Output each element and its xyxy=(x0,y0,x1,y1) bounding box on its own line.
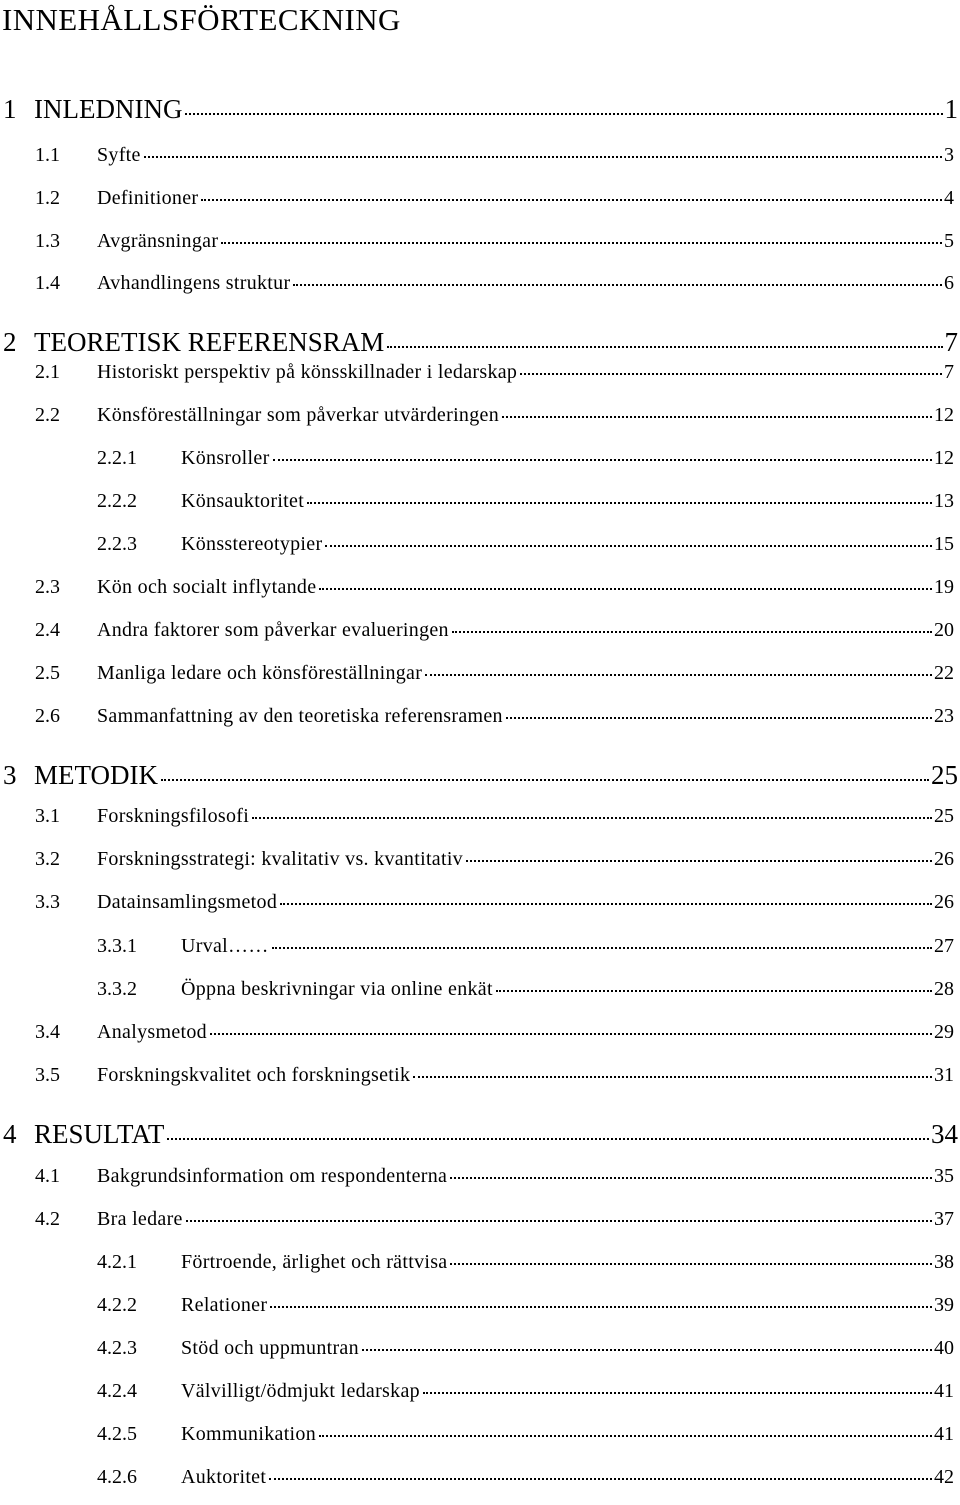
toc-entry-page-number: 38 xyxy=(934,1251,954,1273)
dot-leader xyxy=(252,817,932,819)
toc-entry-number: 3.3.2 xyxy=(97,978,137,1000)
dot-leader xyxy=(201,199,942,201)
dot-leader xyxy=(161,779,929,781)
toc-entry-page-number: 19 xyxy=(934,576,954,598)
toc-entry-page-number: 39 xyxy=(934,1294,954,1316)
toc-entry-number: 2.5 xyxy=(35,662,60,684)
toc-entry-number: 1.2 xyxy=(35,187,60,209)
toc-entry-title: Manliga ledare och könsföreställningar xyxy=(97,662,423,684)
toc-entry[interactable] xyxy=(0,703,958,729)
toc-entry-title: Könsstereotypier xyxy=(181,533,323,555)
toc-entry-title: Urval…… xyxy=(181,935,269,957)
toc-entry-page-number: 4 xyxy=(944,187,954,209)
toc-entry-title: INLEDNING xyxy=(34,94,183,124)
toc-entry-page-number: 12 xyxy=(934,404,954,426)
toc-entry-page-number: 22 xyxy=(934,662,954,684)
toc-entry[interactable] xyxy=(0,270,958,296)
toc-entry-number: 2.4 xyxy=(35,619,60,641)
toc-entry-title: Forskningsfilosofi xyxy=(97,805,250,827)
toc-entry-number: 4.2.3 xyxy=(97,1337,137,1359)
toc-entry-page-number: 23 xyxy=(934,705,954,727)
toc-entry-page-number: 1 xyxy=(944,94,958,124)
toc-entry[interactable] xyxy=(0,1019,958,1045)
toc-entry-page-number: 28 xyxy=(934,978,954,1000)
toc-entry-title: Bra ledare xyxy=(97,1208,183,1230)
toc-entry[interactable] xyxy=(0,402,958,428)
toc-entry-title: Könsföreställningar som påverkar utvärderingen xyxy=(97,404,500,426)
toc-entry-title: METODIK xyxy=(34,760,158,790)
toc-entry-title: Auktoritet xyxy=(181,1466,267,1488)
toc-entry-page-number: 25 xyxy=(931,760,958,790)
toc-entry[interactable] xyxy=(0,574,958,600)
toc-entry[interactable] xyxy=(0,846,958,872)
dot-leader xyxy=(423,1392,932,1394)
dot-leader xyxy=(362,1349,932,1351)
toc-entry-page-number: 20 xyxy=(934,619,954,641)
toc-entry-title: Historiskt perspektiv på könsskillnader i ledarskap xyxy=(97,361,518,383)
toc-entry-title: Andra faktorer som påverkar evalueringen xyxy=(97,619,449,641)
toc-entry-title: Sammanfattning av den teoretiska referensramen xyxy=(97,705,503,727)
toc-entry-page-number: 37 xyxy=(934,1208,954,1230)
toc-entry-title: Kommunikation xyxy=(181,1423,317,1445)
dot-leader xyxy=(307,502,932,504)
toc-entry[interactable] xyxy=(0,1206,958,1232)
toc-entry[interactable] xyxy=(0,1464,958,1490)
toc-entry[interactable] xyxy=(0,1335,958,1361)
toc-entry-page-number: 12 xyxy=(934,447,954,469)
page-title: INNEHÅLLSFÖRTECKNING xyxy=(2,2,401,37)
toc-entry-number: 3.4 xyxy=(35,1021,60,1043)
toc-entry-page-number: 31 xyxy=(934,1064,954,1086)
toc-entry-title: Analysmetod xyxy=(97,1021,207,1043)
dot-leader xyxy=(280,903,932,905)
toc-entry-page-number: 3 xyxy=(944,144,954,166)
toc-entry-number: 4.2.5 xyxy=(97,1423,137,1445)
toc-entry-number: 1.3 xyxy=(35,230,60,252)
toc-entry-title: Relationer xyxy=(181,1294,268,1316)
dot-leader xyxy=(273,459,932,461)
dot-leader xyxy=(450,1177,932,1179)
toc-entry[interactable] xyxy=(0,1249,958,1275)
dot-leader xyxy=(272,947,932,949)
toc-entry-number: 4 xyxy=(3,1119,17,1149)
toc-entry-number: 4.2 xyxy=(35,1208,60,1230)
toc-entry-number: 4.2.2 xyxy=(97,1294,137,1316)
toc-entry-page-number: 27 xyxy=(934,935,954,957)
toc-entry-title: Stöd och uppmuntran xyxy=(181,1337,359,1359)
toc-entry-page-number: 5 xyxy=(944,230,954,252)
toc-entry-title: RESULTAT xyxy=(34,1119,165,1149)
toc-entry-title: Forskningskvalitet och forskningsetik xyxy=(97,1064,411,1086)
toc-entry[interactable] xyxy=(0,617,958,643)
toc-entry-page-number: 13 xyxy=(934,490,954,512)
dot-leader xyxy=(466,860,932,862)
toc-entry-number: 2.2.2 xyxy=(97,490,137,512)
toc-entry-page-number: 41 xyxy=(934,1423,954,1445)
toc-entry-number: 3.2 xyxy=(35,848,60,870)
toc-entry[interactable] xyxy=(0,531,958,557)
toc-entry-number: 3 xyxy=(3,760,17,790)
toc-entry[interactable] xyxy=(0,1421,958,1447)
toc-entry-number: 4.2.4 xyxy=(97,1380,137,1402)
toc-entry[interactable] xyxy=(0,228,958,254)
toc-entry[interactable] xyxy=(0,445,958,471)
toc-entry-number: 2.3 xyxy=(35,576,60,598)
toc-entry-page-number: 26 xyxy=(934,891,954,913)
dot-leader xyxy=(293,284,942,286)
dot-leader xyxy=(210,1033,932,1035)
toc-entry-number: 2 xyxy=(3,327,17,357)
toc-entry-title: Datainsamlingsmetod xyxy=(97,891,278,913)
toc-entry-number: 3.5 xyxy=(35,1064,60,1086)
toc-entry-title: Syfte xyxy=(97,144,141,166)
toc-entry-page-number: 41 xyxy=(934,1380,954,1402)
dot-leader xyxy=(270,1306,932,1308)
toc-entry-title: Könsauktoritet xyxy=(181,490,305,512)
dot-leader xyxy=(269,1478,932,1480)
toc-entry[interactable] xyxy=(0,976,958,1002)
toc-entry-title: Bakgrundsinformation om respondenterna xyxy=(97,1165,448,1187)
toc-entry-number: 2.2.1 xyxy=(97,447,137,469)
dot-leader xyxy=(496,990,932,992)
toc-entry-page-number: 42 xyxy=(934,1466,954,1488)
toc-entry-number: 4.2.6 xyxy=(97,1466,137,1488)
toc-entry-page-number: 35 xyxy=(934,1165,954,1187)
toc-entry[interactable] xyxy=(0,1292,958,1318)
toc-entry[interactable] xyxy=(0,1062,958,1088)
toc-entry-title: Forskningsstrategi: kvalitativ vs. kvantitativ xyxy=(97,848,463,870)
dot-leader xyxy=(325,545,932,547)
dot-leader xyxy=(144,156,942,158)
toc-entry[interactable] xyxy=(0,759,958,791)
toc-entry-number: 1.4 xyxy=(35,272,60,294)
toc-entry-number: 3.3 xyxy=(35,891,60,913)
toc-entry-number: 4.2.1 xyxy=(97,1251,137,1273)
toc-entry-title: Kön och socialt inflytande xyxy=(97,576,317,598)
dot-leader xyxy=(319,588,932,590)
toc-entry-number: 2.2.3 xyxy=(97,533,137,555)
toc-entry[interactable] xyxy=(0,1118,958,1150)
dot-leader xyxy=(413,1076,932,1078)
dot-leader xyxy=(319,1435,932,1437)
dot-leader xyxy=(502,416,932,418)
toc-entry-title: Välvilligt/ödmjukt ledarskap xyxy=(181,1380,420,1402)
dot-leader xyxy=(167,1138,929,1140)
toc-entry[interactable] xyxy=(0,933,958,959)
toc-entry-number: 3.1 xyxy=(35,805,60,827)
toc-entry-title: Öppna beskrivningar via online enkät xyxy=(181,978,493,1000)
toc-entry[interactable] xyxy=(0,359,958,385)
dot-leader xyxy=(425,674,932,676)
toc-entry-page-number: 6 xyxy=(944,272,954,294)
dot-leader xyxy=(186,1220,932,1222)
toc-entry[interactable] xyxy=(0,1163,958,1189)
toc-entry-page-number: 40 xyxy=(934,1337,954,1359)
toc-entry-page-number: 34 xyxy=(931,1119,958,1149)
dot-leader xyxy=(452,631,932,633)
dot-leader xyxy=(185,113,942,115)
toc-entry-page-number: 15 xyxy=(934,533,954,555)
toc-entry[interactable] xyxy=(0,488,958,514)
toc-entry[interactable] xyxy=(0,803,958,829)
dot-leader xyxy=(387,346,942,348)
toc-entry-number: 1 xyxy=(3,94,17,124)
toc-entry[interactable] xyxy=(0,142,958,168)
dot-leader xyxy=(520,373,942,375)
toc-entry-page-number: 29 xyxy=(934,1021,954,1043)
toc-entry-page-number: 7 xyxy=(944,327,958,357)
toc-entry-number: 2.6 xyxy=(35,705,60,727)
toc-entry-title: Könsroller xyxy=(181,447,270,469)
toc-entry[interactable] xyxy=(0,93,958,125)
toc-entry-number: 2.1 xyxy=(35,361,60,383)
toc-entry-number: 3.3.1 xyxy=(97,935,137,957)
toc-entry[interactable] xyxy=(0,185,958,211)
toc-entry-number: 1.1 xyxy=(35,144,60,166)
toc-entry-page-number: 26 xyxy=(934,848,954,870)
toc-entry-page-number: 25 xyxy=(934,805,954,827)
toc-entry-title: Avgränsningar xyxy=(97,230,219,252)
toc-entry[interactable] xyxy=(0,326,958,358)
toc-entry-title: Avhandlingens struktur xyxy=(97,272,291,294)
toc-entry[interactable] xyxy=(0,889,958,915)
toc-entry-page-number: 7 xyxy=(944,361,954,383)
dot-leader xyxy=(506,717,932,719)
toc-entry-number: 4.1 xyxy=(35,1165,60,1187)
toc-entry-title: TEORETISK REFERENSRAM xyxy=(34,327,385,357)
dot-leader xyxy=(450,1263,932,1265)
toc-entry[interactable] xyxy=(0,1378,958,1404)
toc-entry-number: 2.2 xyxy=(35,404,60,426)
toc-entry-title: Definitioner xyxy=(97,187,199,209)
toc-entry[interactable] xyxy=(0,660,958,686)
toc-entry-title: Förtroende, ärlighet och rättvisa xyxy=(181,1251,448,1273)
dot-leader xyxy=(221,242,942,244)
